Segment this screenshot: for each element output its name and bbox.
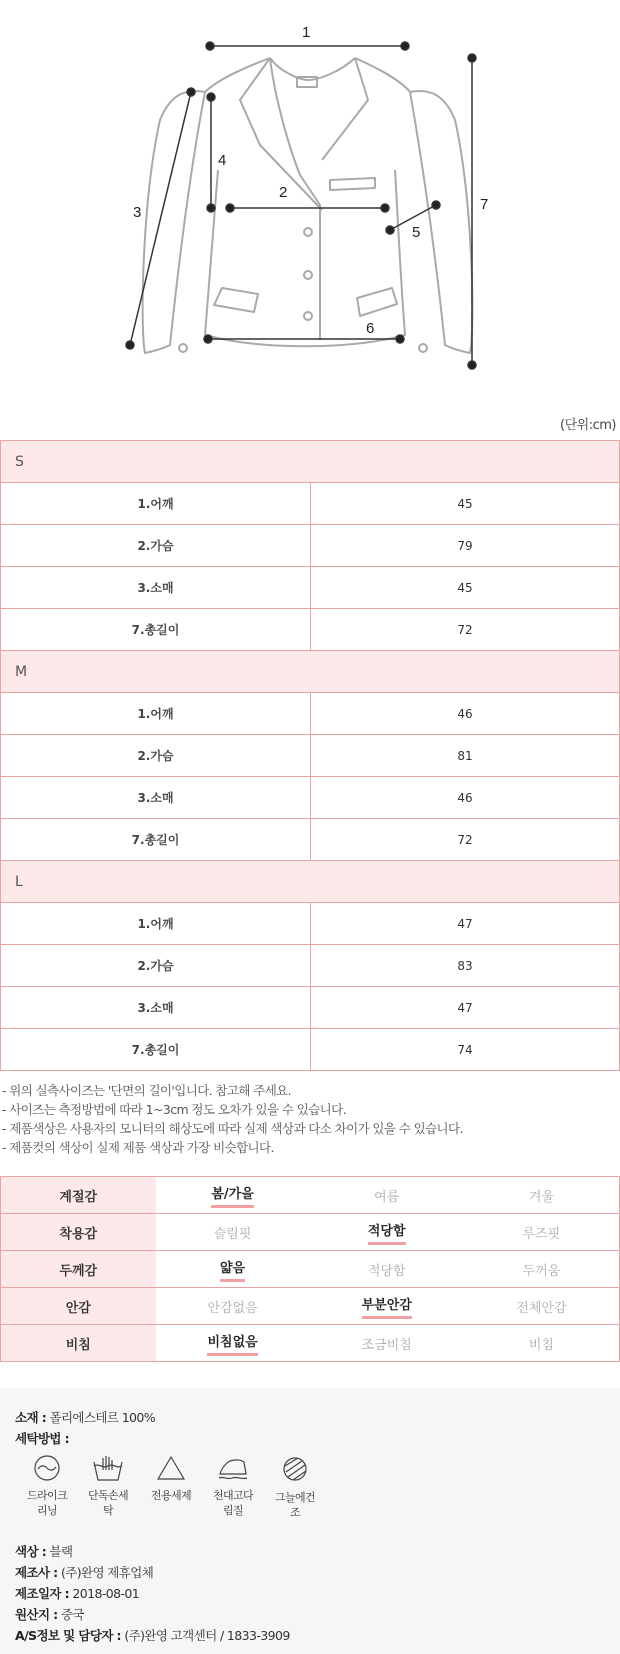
measure-label: 3.소매 [1,567,311,609]
attribute-label: 두께감 [1,1251,156,1288]
attribute-option: 안감없음 [156,1288,310,1325]
measure-label: 2.가슴 [1,525,311,567]
size-name: L [1,861,620,903]
table-row [1,1029,620,1071]
unit-label: (단위:cm) [560,418,616,433]
table-row [1,819,620,861]
measure-value: 74 [311,1029,620,1071]
measure-value: 45 [311,483,620,525]
neutral-detergent-icon [156,1454,186,1482]
care-item: 천대고다 림질 [201,1454,265,1518]
dim-label-5: 5 [412,224,421,241]
measure-value: 47 [311,987,620,1029]
table-row [1,987,620,1029]
origin-info: 원산지 : 중국 [15,1607,84,1622]
attribute-table [0,1176,620,1362]
material-info: 소재 : 폴리에스테르 100% [15,1410,156,1425]
attribute-option: 적당함 [310,1251,464,1288]
attribute-label: 비침 [1,1325,156,1362]
care-item: 단독손세 탁 [76,1454,140,1518]
jacket-illustration [0,0,620,400]
size-name: M [1,651,620,693]
note-line: - 제품색상은 사용자의 모니터의 해상도에 따라 실제 색상과 다소 차이가 있을 수 있습니다. [2,1121,463,1136]
attribute-label: 계절감 [1,1177,156,1214]
measure-label: 3.소매 [1,777,311,819]
measure-value: 81 [311,735,620,777]
product-info [0,1388,620,1654]
measure-label: 7.총길이 [1,1029,311,1071]
care-item: 드라이크 리닝 [15,1454,79,1518]
dim-label-1: 1 [302,24,311,41]
attribute-option: 여름 [310,1177,464,1214]
color-info: 색상 : 블랙 [15,1544,73,1559]
attribute-option: 슬림핏 [156,1214,310,1251]
hand-wash-icon [91,1454,125,1482]
measure-label: 1.어깨 [1,693,311,735]
dim-label-6: 6 [366,320,375,337]
measure-value: 79 [311,525,620,567]
dim-label-2: 2 [279,184,288,201]
measurement-diagram [0,0,620,400]
measure-value: 45 [311,567,620,609]
shade-dry-icon [279,1454,311,1484]
dim-label-4: 4 [218,152,227,169]
dim-label-7: 7 [480,196,489,213]
attribute-label: 착용감 [1,1214,156,1251]
attribute-option: 루즈핏 [464,1214,620,1251]
date-info: 제조일자 : 2018-08-01 [15,1586,140,1601]
attribute-option: 조금비침 [310,1325,464,1362]
measure-label: 1.어깨 [1,483,311,525]
table-row [1,945,620,987]
attribute-row [1,1325,620,1362]
iron-cloth-icon [216,1454,250,1482]
attribute-option-selected: 비침없음 [156,1325,310,1362]
dim-label-3: 3 [133,204,142,221]
measure-label: 1.어깨 [1,903,311,945]
size-notes [2,1081,463,1157]
measure-label: 2.가슴 [1,735,311,777]
size-header-row [1,861,620,903]
care-item: 전용세제 [139,1454,203,1503]
table-row [1,609,620,651]
attribute-option: 겨울 [464,1177,620,1214]
measure-value: 72 [311,609,620,651]
care-item: 그늘에건 조 [263,1454,327,1520]
dry-clean-icon [32,1454,62,1482]
table-row [1,567,620,609]
note-line: - 사이즈는 측정방법에 따라 1~3cm 정도 오차가 있을 수 있습니다. [2,1102,346,1117]
size-name: S [1,441,620,483]
measure-value: 46 [311,693,620,735]
size-header-row [1,651,620,693]
measure-value: 46 [311,777,620,819]
measure-value: 72 [311,819,620,861]
measure-label: 7.총길이 [1,609,311,651]
attribute-row [1,1251,620,1288]
attribute-row [1,1288,620,1325]
measure-label: 2.가슴 [1,945,311,987]
measure-label: 3.소매 [1,987,311,1029]
table-row [1,903,620,945]
table-row [1,693,620,735]
measure-label: 7.총길이 [1,819,311,861]
attribute-option: 전체안감 [464,1288,620,1325]
attribute-row [1,1214,620,1251]
as-info: A/S정보 및 담당자 : (주)완영 고객센터 / 1833-3909 [15,1628,290,1643]
size-table [0,440,620,1071]
attribute-label: 안감 [1,1288,156,1325]
attribute-option-selected: 부분안감 [310,1288,464,1325]
attribute-option: 비침 [464,1325,620,1362]
size-header-row [1,441,620,483]
attribute-option-selected: 얇음 [156,1251,310,1288]
table-row [1,525,620,567]
measure-value: 47 [311,903,620,945]
table-row [1,483,620,525]
attribute-option-selected: 봄/가을 [156,1177,310,1214]
table-row [1,777,620,819]
note-line: - 제품컷의 색상이 실제 제품 색상과 가장 비슷합니다. [2,1140,274,1155]
table-row [1,735,620,777]
maker-info: 제조사 : (주)완영 제휴업체 [15,1565,154,1580]
note-line: - 위의 실측사이즈는 '단면의 길이'입니다. 참고해 주세요. [2,1083,292,1098]
attribute-option-selected: 적당함 [310,1214,464,1251]
wash-info: 세탁방법 : [15,1431,70,1446]
measure-value: 83 [311,945,620,987]
attribute-row [1,1177,620,1214]
attribute-option: 두꺼움 [464,1251,620,1288]
